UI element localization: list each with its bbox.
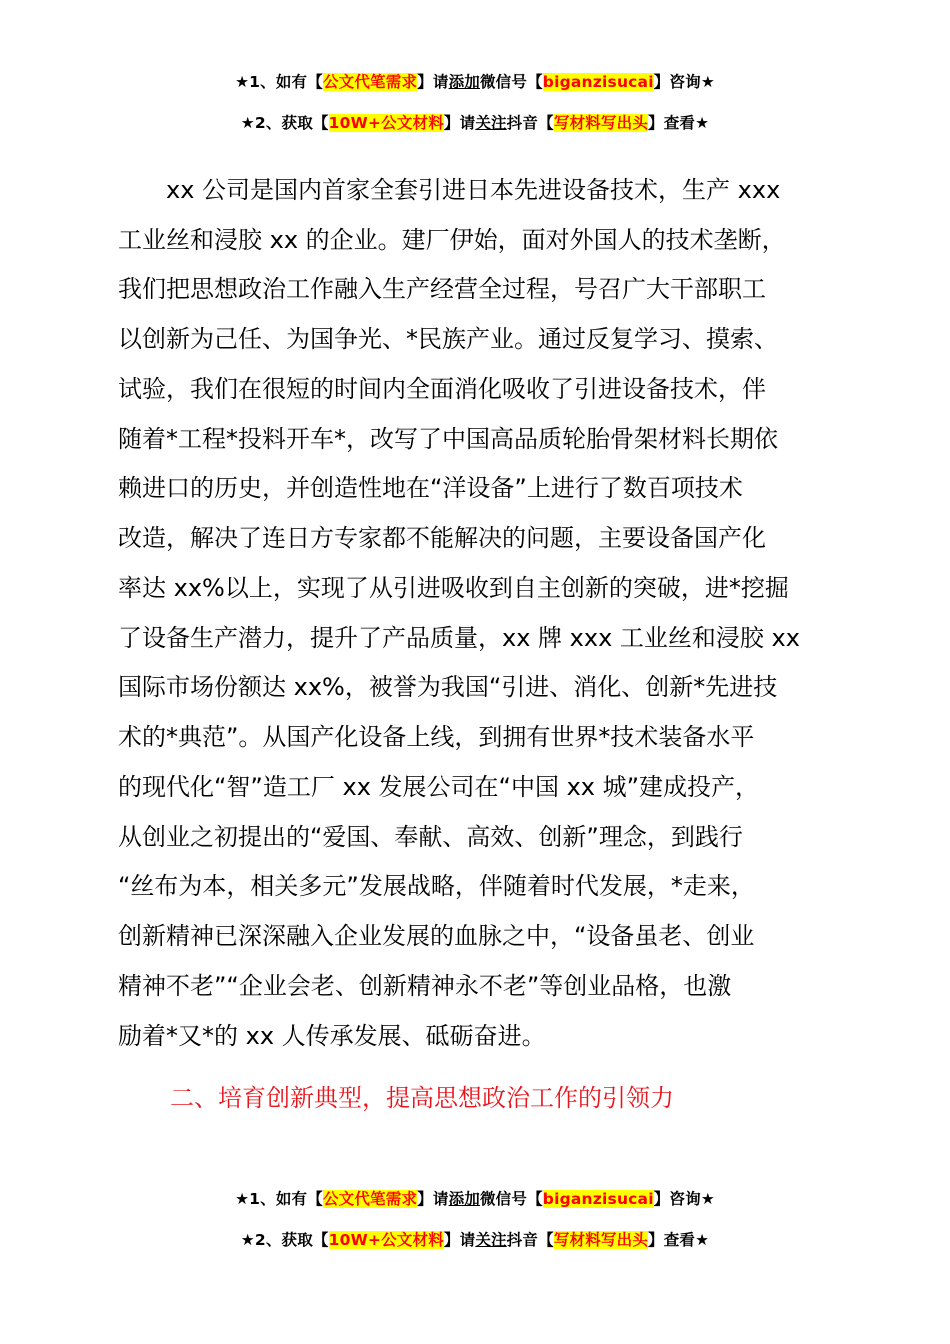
notice-underlined: 添加 [448,73,480,91]
paragraph-line: 我们把思想政治工作融入生产经营全过程，号召广大干部职工 [118,275,766,303]
notice-text: 微信号【 [479,73,543,91]
paragraph-line: 术的*典范”。从国产化设备上线，到拥有世界*技术装备水平 [118,723,755,751]
top-notice-follow [0,111,950,133]
notice-text: ★2、获取【 [240,1231,329,1249]
notice-text: 】咨询★ [653,73,715,91]
top-notice-consult [0,70,950,92]
notice-text: 】请 [417,1190,449,1208]
douyin-id-highlight: 写材料写出头 [553,1231,649,1249]
notice-text: 】查看★ [648,1231,710,1249]
douyin-id-highlight: 写材料写出头 [553,114,649,132]
notice-highlight: 10W+公文材料 [328,1231,444,1249]
paragraph-line: 赖进口的历史，并创造性地在“洋设备”上进行了数百项技术 [118,474,743,502]
notice-text: 】请 [417,73,449,91]
notice-text: 微信号【 [479,1190,543,1208]
paragraph-line: 试验，我们在很短的时间内全面消化吸收了引进设备技术，伴 [118,375,766,403]
notice-text: 】查看★ [648,114,710,132]
paragraph-line: 率达 xx%以上，实现了从引进吸收到自主创新的突破，进*挖掘 [118,574,789,602]
paragraph-line: 的现代化“智”造工厂 xx 发展公司在“中国 xx 城”建成投产， [118,773,760,801]
notice-text: ★2、获取【 [240,114,329,132]
notice-underlined: 关注 [475,1231,507,1249]
notice-text: ★1、如有【 [235,1190,323,1208]
bottom-notice-follow [0,1228,950,1250]
notice-text: ★1、如有【 [235,73,323,91]
section-heading: 二、培育创新典型，提高思想政治工作的引领力 [170,1084,674,1112]
wechat-id-highlight: biganzisucai [542,73,654,91]
notice-text: 抖音【 [506,1231,554,1249]
paragraph-line: 从创业之初提出的“爱国、奉献、高效、创新”理念，到践行 [118,823,743,851]
paragraph-line: 国际市场份额达 xx%，被誉为我国“引进、消化、创新*先进技 [118,673,778,701]
bottom-notice-consult [0,1187,950,1209]
paragraph-line: 创新精神已深深融入企业发展的血脉之中，“设备虽老、创业 [118,922,755,950]
paragraph-line: 随着*工程*投料开车*，改写了中国高品质轮胎骨架材料长期依 [118,425,778,453]
notice-underlined: 关注 [475,114,507,132]
paragraph-line: 励着*又*的 xx 人传承发展、砥砺奋进。 [118,1022,546,1050]
notice-text: 】咨询★ [653,1190,715,1208]
notice-text: 抖音【 [506,114,554,132]
paragraph-line: 精神不老”“企业会老、创新精神永不老”等创业品格，也激 [118,972,732,1000]
paragraph-line: “丝布为本，相关多元”发展战略，伴随着时代发展，*走来， [118,872,755,900]
notice-underlined: 添加 [448,1190,480,1208]
notice-text: 】请 [443,114,476,132]
notice-highlight: 公文代笔需求 [322,73,418,91]
notice-text: 】请 [443,1231,476,1249]
notice-highlight: 10W+公文材料 [328,114,444,132]
paragraph-line: 改造，解决了连日方专家都不能解决的问题，主要设备国产化 [118,524,766,552]
paragraph-line: 了设备生产潜力，提升了产品质量，xx 牌 xxx 工业丝和浸胶 xx [118,624,800,652]
paragraph-line: xx 公司是国内首家全套引进日本先进设备技术，生产 xxx [118,176,781,204]
notice-highlight: 公文代笔需求 [322,1190,418,1208]
wechat-id-highlight: biganzisucai [542,1190,654,1208]
paragraph-line: 工业丝和浸胶 xx 的企业。建厂伊始，面对外国人的技术垄断， [118,226,786,254]
paragraph-line: 以创新为己任、为国争光、*民族产业。通过反复学习、摸索、 [118,325,778,353]
